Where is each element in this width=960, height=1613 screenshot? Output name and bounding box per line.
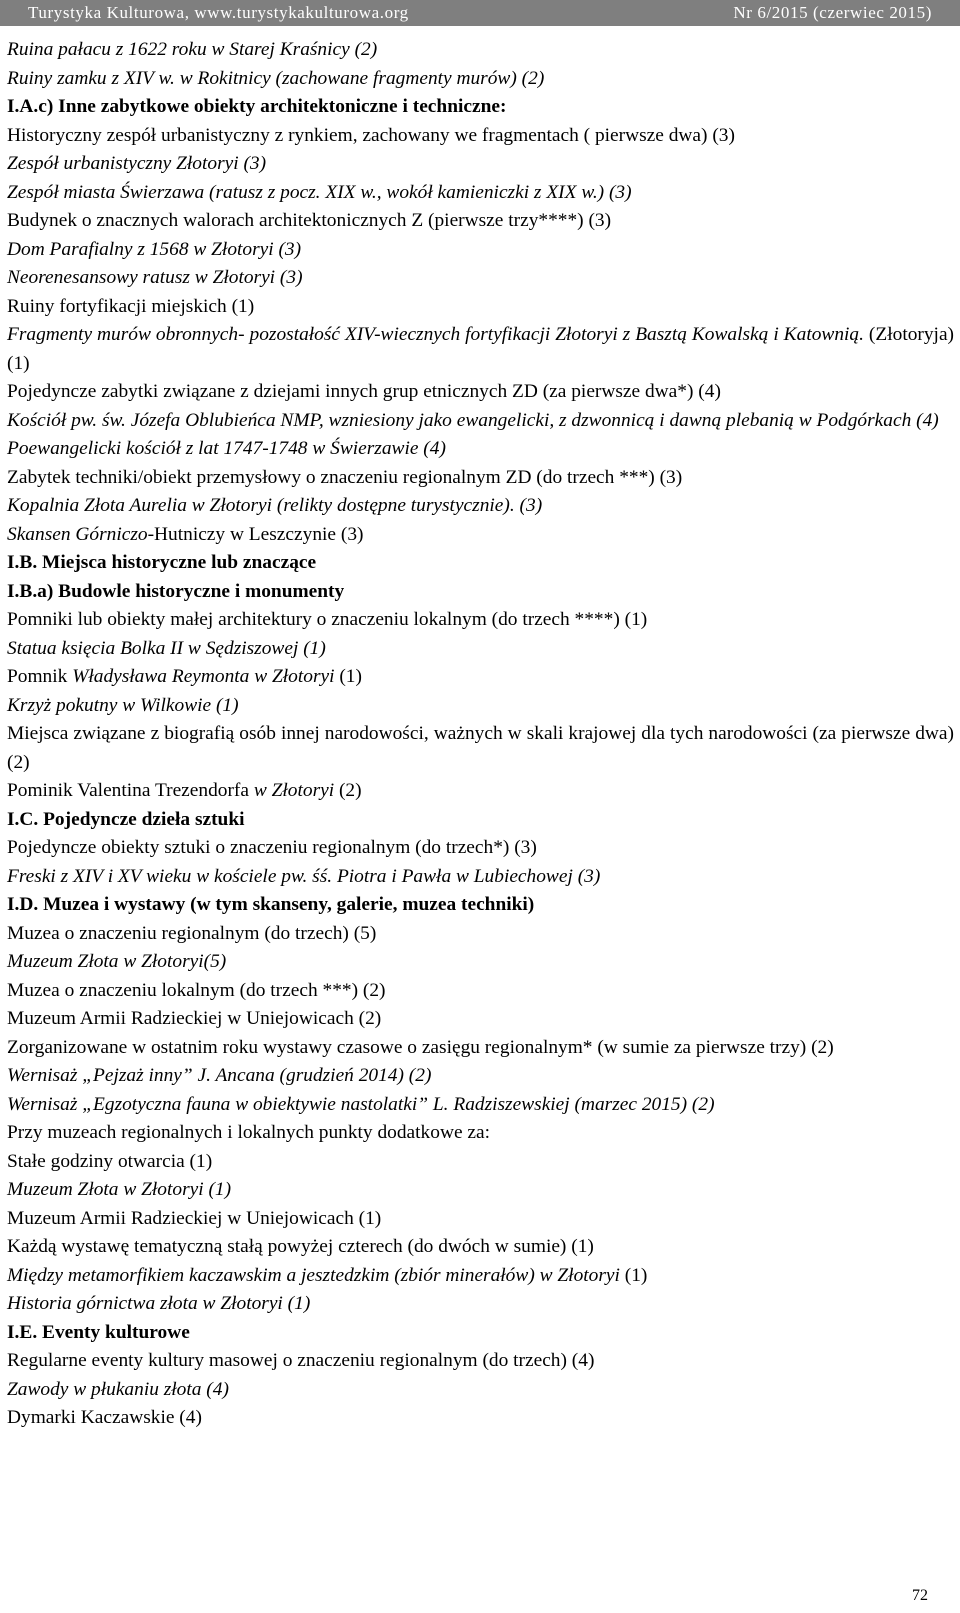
text-line bbox=[7, 1404, 954, 1433]
text-line bbox=[7, 407, 954, 436]
text-run: Dom Parafialny z 1568 w Złotoryi (3) bbox=[7, 238, 302, 260]
text-run: Statua księcia Bolka II w Sędziszowej (1) bbox=[7, 637, 326, 659]
text-run: (Złotoryja) (1) bbox=[7, 324, 955, 374]
text-run: (2) bbox=[334, 780, 362, 801]
running-header bbox=[0, 0, 960, 26]
text-run: Pojedyncze zabytki związane z dziejami innych grup etnicznych ZD (za pierwsze dwa*) (4) bbox=[7, 381, 721, 402]
text-line bbox=[7, 435, 954, 464]
text-run: Ruiny zamku z XIV w. w Rokitnicy (zachowane fragmenty murów) (2) bbox=[7, 67, 545, 89]
text-run: Muzeum Złota w Złotoryi(5) bbox=[7, 951, 227, 972]
text-run: Wernisaż „Pejzaż inny” J. Ancana (grudzień 2014) (2) bbox=[7, 1065, 432, 1086]
text-run: Pomniki lub obiekty małej architektury o znaczeniu lokalnym (do trzech ****) (1) bbox=[7, 609, 648, 630]
text-run: Hutniczy w Leszczynie (3) bbox=[154, 523, 364, 545]
text-run: Kopalnia Złota Aurelia w Złotoryi (relikty dostępne turystycznie). (3) bbox=[7, 495, 543, 516]
text-run: Muzeum Armii Radzieckiej w Uniejowicach (2) bbox=[7, 1008, 382, 1029]
text-run: Przy muzeach regionalnych i lokalnych punkty dodatkowe za: bbox=[7, 1122, 490, 1143]
page-number: 72 bbox=[912, 1587, 928, 1604]
text-run: (1) bbox=[619, 1264, 648, 1286]
text-line bbox=[7, 1062, 954, 1091]
text-line bbox=[7, 777, 954, 806]
text-line bbox=[7, 492, 954, 521]
text-run: Muzeum Złota w Złotoryi (1) bbox=[7, 1179, 232, 1200]
text-line bbox=[7, 834, 954, 863]
text-run: Krzyż pokutny w Wilkowie (1) bbox=[7, 694, 239, 716]
text-line bbox=[7, 1205, 954, 1234]
text-run: I.D. Muzea i wystawy (w tym skanseny, galerie, muzea techniki) bbox=[7, 894, 535, 915]
text-line bbox=[7, 93, 954, 122]
text-run: Zabytek techniki/obiekt przemysłowy o znaczeniu regionalnym ZD (do trzech ***) (3) bbox=[7, 466, 683, 488]
text-run: Kościół pw. św. Józefa Oblubieńca NMP, wzniesiony jako ewangelicki, z dzwonnicą i dawną plebanią w Podgórkach (4) bbox=[7, 409, 939, 431]
text-line bbox=[7, 720, 954, 777]
text-run: I.E. Eventy kulturowe bbox=[7, 1321, 190, 1343]
text-run: Zespół miasta Świerzawa (ratusz z pocz. XIX w., wokół kamieniczki z XIX w.) (3) bbox=[7, 181, 632, 203]
text-line bbox=[7, 977, 954, 1006]
text-line bbox=[7, 122, 954, 151]
text-line bbox=[7, 1290, 954, 1319]
text-line bbox=[7, 293, 954, 322]
text-line bbox=[7, 521, 954, 550]
text-run: Władysława Reymonta w Złotoryi bbox=[72, 666, 335, 687]
text-run: Fragmenty murów obronnych- pozostałość XIV-wiecznych fortyfikacji Złotoryi z Basztą Kowalską i Katownią. bbox=[7, 324, 864, 345]
text-line bbox=[7, 150, 954, 179]
text-run: Muzeum Armii Radzieckiej w Uniejowicach (1) bbox=[7, 1207, 382, 1229]
text-run: Dymarki Kaczawskie (4) bbox=[7, 1407, 202, 1428]
text-line bbox=[7, 920, 954, 949]
text-run: Freski z XIV i XV wieku w kościele pw. śś. Piotra i Pawła w Lubiechowej (3) bbox=[7, 865, 601, 887]
text-line bbox=[7, 1176, 954, 1205]
text-run: Regularne eventy kultury masowej o znaczeniu regionalnym (do trzech) (4) bbox=[7, 1350, 595, 1371]
text-line bbox=[7, 606, 954, 635]
text-line bbox=[7, 1005, 954, 1034]
text-run: Pominik Valentina Trezendorfa bbox=[7, 780, 254, 801]
text-run: I.B.a) Budowle historyczne i monumenty bbox=[7, 580, 345, 602]
text-run: Stałe godziny otwarcia (1) bbox=[7, 1150, 213, 1172]
text-line bbox=[7, 264, 954, 293]
text-line bbox=[7, 207, 954, 236]
text-run: Zawody w płukaniu złota (4) bbox=[7, 1378, 229, 1400]
text-line bbox=[7, 1376, 954, 1405]
text-run: Skansen Górniczo- bbox=[7, 523, 155, 545]
text-line bbox=[7, 65, 954, 94]
text-run: Historyczny zespół urbanistyczny z rynkiem, zachowany we fragmentach ( pierwsze dwa) (3) bbox=[7, 124, 735, 146]
text-line bbox=[7, 1319, 954, 1348]
text-line bbox=[7, 1233, 954, 1262]
header-issue: Nr 6/2015 (czerwiec 2015) bbox=[733, 3, 932, 22]
text-line bbox=[7, 549, 954, 578]
text-run: Historia górnictwa złota w Złotoryi (1) bbox=[7, 1293, 311, 1314]
text-run: Muzea o znaczeniu regionalnym (do trzech) (5) bbox=[7, 922, 377, 944]
text-run: Budynek o znacznych walorach architektonicznych Z (pierwsze trzy****) (3) bbox=[7, 210, 612, 231]
text-line bbox=[7, 236, 954, 265]
text-line bbox=[7, 692, 954, 721]
text-line bbox=[7, 36, 954, 65]
document-body bbox=[7, 36, 954, 1433]
text-line bbox=[7, 1034, 954, 1063]
text-run: Poewangelicki kościół z lat 1747-1748 w Świerzawie (4) bbox=[7, 438, 446, 459]
header-journal-title: Turystyka Kulturowa, www.turystykakulturowa.org bbox=[28, 3, 409, 22]
text-run: I.A.c) Inne zabytkowe obiekty architektoniczne i techniczne: bbox=[7, 96, 507, 117]
text-run: Między metamorfikiem kaczawskim a jesztedzkim (zbiór minerałów) w Złotoryi bbox=[7, 1264, 620, 1286]
text-line bbox=[7, 1091, 954, 1120]
text-run: Ruina pałacu z 1622 roku w Starej Kraśnicy (2) bbox=[7, 39, 378, 60]
text-line bbox=[7, 1347, 954, 1376]
text-run: Ruiny fortyfikacji miejskich (1) bbox=[7, 295, 255, 317]
text-line bbox=[7, 464, 954, 493]
text-run: Każdą wystawę tematyczną stałą powyżej czterech (do dwóch w sumie) (1) bbox=[7, 1236, 594, 1257]
text-run: Miejsca związane z biografią osób innej narodowości, ważnych w skali krajowej dla tych narodowości (za pierwsze dwa) (2) bbox=[7, 723, 954, 773]
text-line bbox=[7, 1262, 954, 1291]
text-run: Zespół urbanistyczny Złotoryi (3) bbox=[7, 153, 267, 174]
text-run: Wernisaż „Egzotyczna fauna w obiektywie nastolatki” L. Radziszewskiej (marzec 2015) (2) bbox=[7, 1093, 715, 1115]
text-line bbox=[7, 578, 954, 607]
text-line bbox=[7, 863, 954, 892]
text-line bbox=[7, 806, 954, 835]
text-run: Neorenesansowy ratusz w Złotoryi (3) bbox=[7, 267, 303, 288]
text-line bbox=[7, 321, 954, 378]
text-line bbox=[7, 378, 954, 407]
text-line bbox=[7, 179, 954, 208]
text-run: Zorganizowane w ostatnim roku wystawy czasowe o zasięgu regionalnym* (w sumie za pierwsze trzy) (2) bbox=[7, 1036, 834, 1058]
text-run: w Złotoryi bbox=[253, 780, 335, 801]
text-run: I.B. Miejsca historyczne lub znaczące bbox=[7, 552, 317, 573]
text-run: Muzea o znaczeniu lokalnym (do trzech ***) (2) bbox=[7, 979, 386, 1001]
text-line bbox=[7, 663, 954, 692]
text-run: Pojedyncze obiekty sztuki o znaczeniu regionalnym (do trzech*) (3) bbox=[7, 837, 537, 858]
text-run: Pomnik bbox=[7, 666, 73, 687]
text-run: (1) bbox=[334, 666, 362, 687]
text-line bbox=[7, 891, 954, 920]
text-line bbox=[7, 1148, 954, 1177]
text-line bbox=[7, 948, 954, 977]
text-line bbox=[7, 635, 954, 664]
text-line bbox=[7, 1119, 954, 1148]
text-run: I.C. Pojedyncze dzieła sztuki bbox=[7, 808, 245, 830]
